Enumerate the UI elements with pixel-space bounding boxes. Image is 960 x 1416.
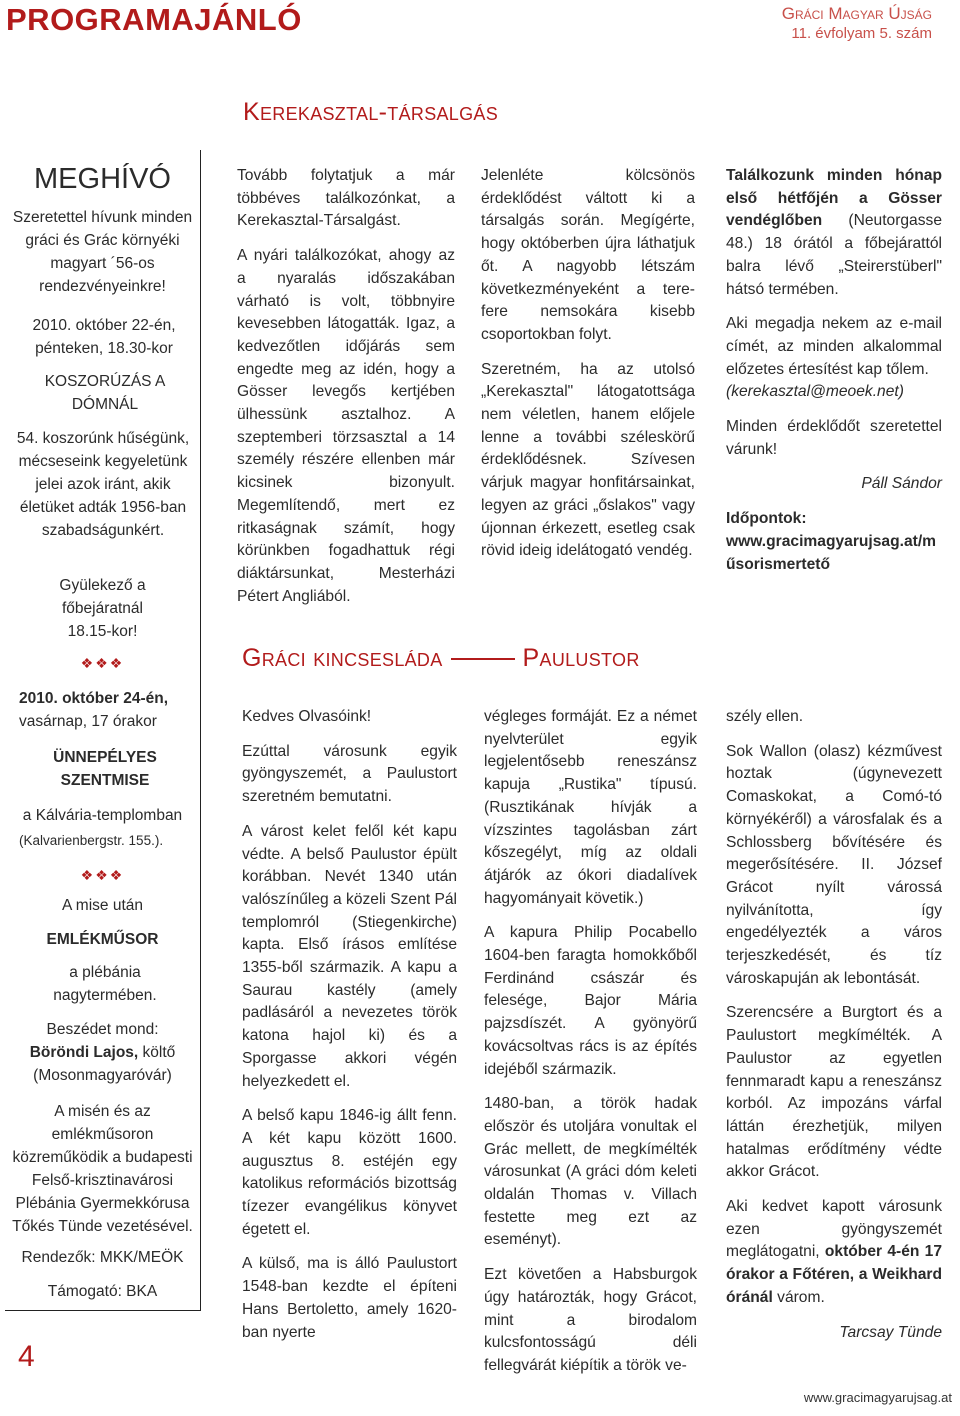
kerekasztal-paragraph: Jelenléte kölcsönös érdeklődést váltott ki a társalgás során. Megígérte, hogy októberben újra láthatjuk őt. A nagyobb létszám következményeként a tere-fere nemsokára kisebb csoportokban folyt. xyxy=(481,167,695,343)
speaker-name: Böröndi Lajos, xyxy=(29,1044,139,1061)
meeting-info-bold: Találkozunk minden hónap első hétfőjén a Gösser vendéglőben xyxy=(726,167,942,230)
event3-name: EMLÉKMŰSOR xyxy=(46,931,159,948)
paulustor-paragraph: Ezt követően a Habsburgok úgy határozták, hogy Grácot, mint a birodalom kulcsfontosságú déli fellegvárát kiépítik a török ve- xyxy=(484,1266,697,1374)
sponsor: Támogató: BKA xyxy=(47,1283,158,1300)
separator-diamonds: ❖❖❖ xyxy=(80,655,125,671)
meeting-info xyxy=(726,165,942,301)
event1-date: 2010. október 22-én, pénteken, 18.30-kor xyxy=(32,317,176,357)
event3-intro: A mise után xyxy=(62,897,143,914)
kerekasztal-column-3 xyxy=(726,165,942,588)
event2-place: a Kálvária-templomban xyxy=(22,807,183,824)
event1-name: KOSZORÚZÁS A DÓMNÁL xyxy=(44,373,166,413)
invitation-paragraph xyxy=(726,1196,942,1310)
section-title-right: Paulustor xyxy=(522,644,640,672)
kerekasztal-column-1 xyxy=(237,165,455,620)
kerekasztal-paragraph: A nyári találkozókat, ahogy az a nyaralás időszakában várható is volt, többnyire kevesebben látogatták. Igaz, a kedvezőtlen időjárás sem engedte meg az idén, hogy a Gösser levegős kertjében ülhessünk asztalhoz. A szeptemberi törzsasztal a 14 személy részére ellenben már kicsinek bizonyult. Megemlítendő, mert ez ritkaságnak számít, hogy körünkben fogadhattuk régi diáktársunkat, Mesterházi Pétert Angliából. xyxy=(237,247,455,605)
paulustor-paragraph: Sok Wallon (olasz) kézművest hoztak (úgynevezett Comaskokat, a Comó-tó környékéről) a városfalak és a Schlossberg bővítésére és megerősítésére. II. József Grácot nyílt várossá nyilvánította, így engedélyezték a város terjeszkedését, és tíz városkapuján ak lebontását. xyxy=(726,742,942,987)
section-title-kerekasztal: Kerekasztal-társalgás xyxy=(243,98,499,126)
paulustor-paragraph: Ezúttal városunk egyik gyöngyszemét, a Paulustort szeretném bemutatni. xyxy=(242,742,457,806)
separator-diamonds-2: ❖❖❖ xyxy=(80,867,125,883)
event1-meeting: Gyülekező a főbejáratnál 18.15-kor! xyxy=(59,577,146,640)
paulustor-paragraph: Kedves Olvasóink! xyxy=(242,708,372,725)
organizers: Rendezők: MKK/MEÖK xyxy=(21,1249,184,1266)
event3-place: a plébánia nagytermében. xyxy=(53,964,157,1004)
email-info: Aki megadja nekem az e-mail címét, az minden alkalommal előzetes értesítést kap tőlem. xyxy=(726,315,942,378)
paulustor-column-2 xyxy=(484,706,697,1390)
speaker-line xyxy=(5,1041,200,1064)
paulustor-paragraph: 1480-ban, a török hadak először és utoljára vonultak el Grác mellett, de megkímélték városunkat (A gráci dóm keleti oldalán Thomas v. Villach festette meg ezt az eseményt). xyxy=(484,1095,697,1249)
paulustor-column-1 xyxy=(242,706,457,1356)
paulustor-paragraph: Szerencsére a Burgtort és a Paulustort megkímélték. A Paulustor az egyetlen fennmaradt kapu a reneszánsz korból. Az impozáns várfal láttán érezhetjük, milyen hatalmas erődítmény védte akkor Grácot. xyxy=(726,1004,942,1181)
kerekasztal-paragraph: Szeretném, ha az utolsó „Kerekasztal" látogatottsága nem véletlen, hanem előjele lenne a további széleskörű érdeklődésnek. Szívesen várjuk magyar honfitársainkat, legyen az gráci „őslakos" vagy újonnan érkezett, esetleg csak rövid ideig idelátogató vendég. xyxy=(481,360,695,560)
invitation-title: MEGHÍVÓ xyxy=(34,163,171,195)
contact-email[interactable]: (kerekasztal@meoek.net) xyxy=(726,383,904,401)
invitation-bold: október 4-én 17 órakor a Főtéren, a Weikhard óránál xyxy=(726,1243,942,1306)
meeting-info-rest: (Neutorgasse 48.) 18 órától a főbejárattól balra lévő „Steirerstüberl" hátsó termében. xyxy=(726,212,942,298)
paulustor-paragraph: A belső kapu 1846-ig állt fenn. A két kapu között 1600. augusztus 8. estéjén egy katolikus reformációs bizottság tízezer evangélikus könyvet égetett el. xyxy=(242,1107,457,1238)
page-number: 4 xyxy=(18,1340,35,1373)
welcome-text: Minden érdeklődőt szeretettel várunk! xyxy=(726,418,942,458)
speaker-role: költő xyxy=(142,1044,176,1061)
paulustor-paragraph: A várost kelet felől két kapu védte. A belső Paulustor épült korábban. Nevét 1340 után valószínűleg a közeli Szent Pál templomról (Stiegenkirche) kapta. Első írásos említése 1355-ből származik. A kapu a Saurau kastély (amely padlásáról a nevezetes török katona hajol ki) és a Sporgasse akkori végén helyezkedett el. xyxy=(242,822,457,1090)
kerekasztal-column-2 xyxy=(481,165,695,575)
section-title-left: Gráci kincsesláda xyxy=(242,644,443,672)
author-signature: Páll Sándor xyxy=(861,475,942,493)
event2-date: 2010. október 24-én, xyxy=(19,690,169,707)
issue-number: 11. évfolyam 5. szám xyxy=(791,25,932,42)
paulustor-paragraph: A külső, ma is álló Paulustort 1548-ban kezdte el építeni Hans Bertoletto, amely 1620-ban nyerte xyxy=(242,1255,457,1341)
author-signature-2: Tarcsay Tünde xyxy=(839,1323,942,1341)
invitation-end: várom. xyxy=(777,1288,825,1306)
event2-time: vasárnap, 17 órakor xyxy=(19,713,157,730)
invitation-start: Aki kedvet kapott városunk ezen gyöngyszemét meglátogatni, xyxy=(726,1198,942,1261)
publication-info xyxy=(782,4,932,44)
speech-label: Beszédet mond: xyxy=(46,1021,159,1038)
paulustor-paragraph: szély ellen. xyxy=(726,708,804,725)
page-section-title: PROGRAMAJÁNLÓ xyxy=(6,2,302,37)
section-title-kincseslada xyxy=(242,644,640,673)
paulustor-column-3 xyxy=(726,706,942,1356)
publication-name: Gráci Magyar Újság xyxy=(781,4,932,23)
paulustor-paragraph: A kapura Philip Pocabello 1604-ben faragta homokkőből Ferdinánd császár és felesége, Bajor Mária pajzsdíszét. A gyönyörű kovácsoltvas rács is az építés idejéből származik. xyxy=(484,924,697,1078)
choir-info: A misén és az emlékműsoron közreműködik a budapesti Felső-krisztinavárosi Plébánia Gyermekkórusa Tőkés Tünde vezetésével. xyxy=(12,1103,193,1235)
dates-url[interactable]: www.gracimagyarujsag.at/műsorismertető xyxy=(726,532,937,573)
speaker-city: (Mosonmagyaróvár) xyxy=(33,1067,172,1084)
paulustor-paragraph: végleges formáját. Ez a német nyelvterület egyik legjelentősebb reneszánsz kapuja „Rustika" típusú. (Rusztikának hívják a vízszintes tagolásban zárt kőszegélyt, míg az oldali átjárók az ókori diadalívek hagyományait követik.) xyxy=(484,708,697,907)
event2-name: ÜNNEPÉLYES SZENTMISE xyxy=(53,749,157,789)
dates-label: Időpontok: xyxy=(726,510,807,528)
event1-description: 54. koszorúnk hűségünk, mécseseink kegyeletünk jelei azok iránt, akik életüket adták 1956-ban szabadságunkért. xyxy=(16,430,190,539)
title-dash xyxy=(451,658,515,660)
footer-url[interactable]: www.gracimagyarujsag.at xyxy=(803,1390,952,1405)
event2-address: (Kalvarienbergstr. 155.). xyxy=(19,833,164,848)
invitation-intro: Szeretettel hívunk minden gráci és Grác környéki magyart ´56-os rendezvényeinkre! xyxy=(12,209,193,295)
invitation-sidebar xyxy=(5,150,201,1311)
kerekasztal-paragraph: Tovább folytatjuk a már többéves találkozónkat, a Kerekasztal-Társalgást. xyxy=(237,167,455,230)
